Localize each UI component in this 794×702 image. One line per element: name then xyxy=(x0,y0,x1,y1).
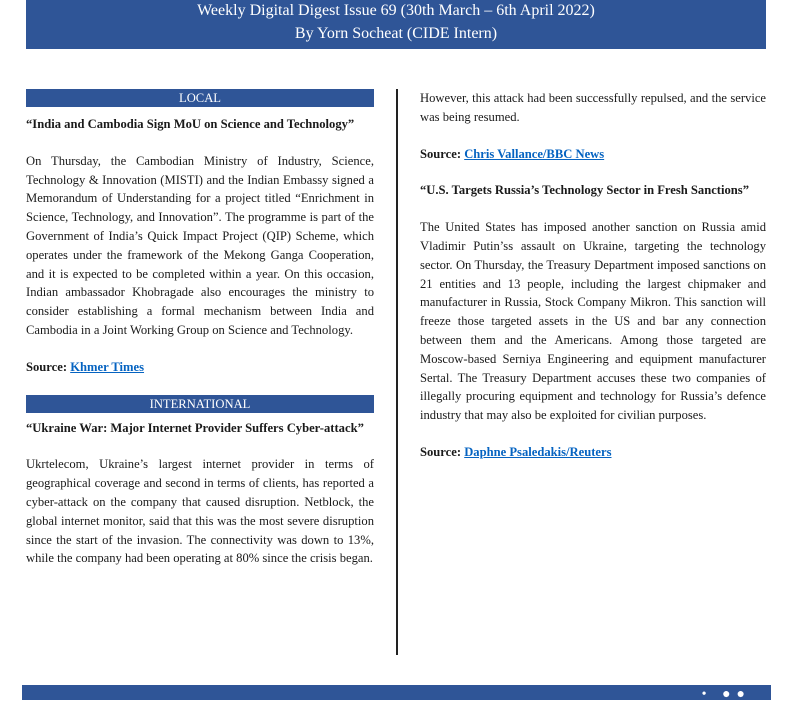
article-source xyxy=(420,145,766,164)
right-column xyxy=(420,89,766,462)
source-link[interactable]: Chris Vallance/BBC News xyxy=(464,146,605,161)
source-label: Source: xyxy=(26,359,68,374)
article-title: “India and Cambodia Sign MoU on Science and Technology” xyxy=(26,117,355,131)
source-link[interactable]: Daphne Psaledakis/Reuters xyxy=(464,444,612,459)
section-local: LOCAL xyxy=(26,89,374,107)
article-body: The United States has imposed another sanction on Russia amid Vladimir Putin’ss assault on Ukraine, targeting the technology sector. On Thursday, the Treasury Department imposed sanctions on 21 entities and 13 people, including the largest chipmaker and manufacturer in Russia, Stock Company Mikron. This sanction will freeze those targeted assets in the US and bar any connection between them and the Americans. Among those targeted are Moscow-based Serniya Engineering and equipment manufacturer Sertal. The Treasury Department accuses these two companies of illegally procuring equipment and technology for Russia’s defence industry that may also be exploited for civilian purposes. xyxy=(420,220,766,423)
source-label: Source: xyxy=(420,146,462,161)
column-divider xyxy=(396,89,398,655)
source-link[interactable]: Khmer Times xyxy=(70,359,145,374)
article-source xyxy=(420,443,766,462)
left-column xyxy=(26,89,374,568)
article-body: On Thursday, the Cambodian Ministry of Industry, Science, Technology & Innovation (MISTI) and the Indian Embassy signed a Memorandum of Understanding for a project titled “Enrichment in Science, Technology, and Innovation”. The programme is part of the Government of India’s Quick Impact Project (QIP) Scheme, which operates under the framework of the Mekong Ganga Cooperation, and it is expected to be completed within a year. On this occasion, Indian ambassador Khobragade also encourages the ministry to consider establishing a formal mechanism between India and Cambodia in a Joint Working Group on Science and Technology. xyxy=(26,153,374,337)
source-label: Source: xyxy=(420,444,462,459)
digest-title: Weekly Digital Digest Issue 69 (30th March – 6th April 2022) xyxy=(197,2,595,19)
page-footer-band xyxy=(22,685,771,700)
article-body-continued: However, this attack had been successfully repulsed, and the service was being resumed. xyxy=(420,91,766,124)
section-international: INTERNATIONAL xyxy=(26,395,374,413)
article-source xyxy=(26,358,374,377)
article-title: “Ukraine War: Major Internet Provider Suffers Cyber-attack” xyxy=(26,420,364,435)
article-title: “U.S. Targets Russia’s Technology Sector in Fresh Sanctions” xyxy=(420,183,750,198)
byline: By Yorn Socheat (CIDE Intern) xyxy=(294,25,498,42)
page-header xyxy=(26,0,766,49)
article-body: Ukrtelecom, Ukraine’s largest internet provider in terms of geographical coverage and second in terms of clients, has reported a cyber-attack on the company that caused disruption. Netblock, the global internet monitor, said that this was the most severe disruption since the start of the invasion. The connectivity was down to 13%, while the company had been operating at 80% since the crisis began. xyxy=(26,457,374,566)
footer-decoration-icon: • ●● xyxy=(701,687,751,702)
